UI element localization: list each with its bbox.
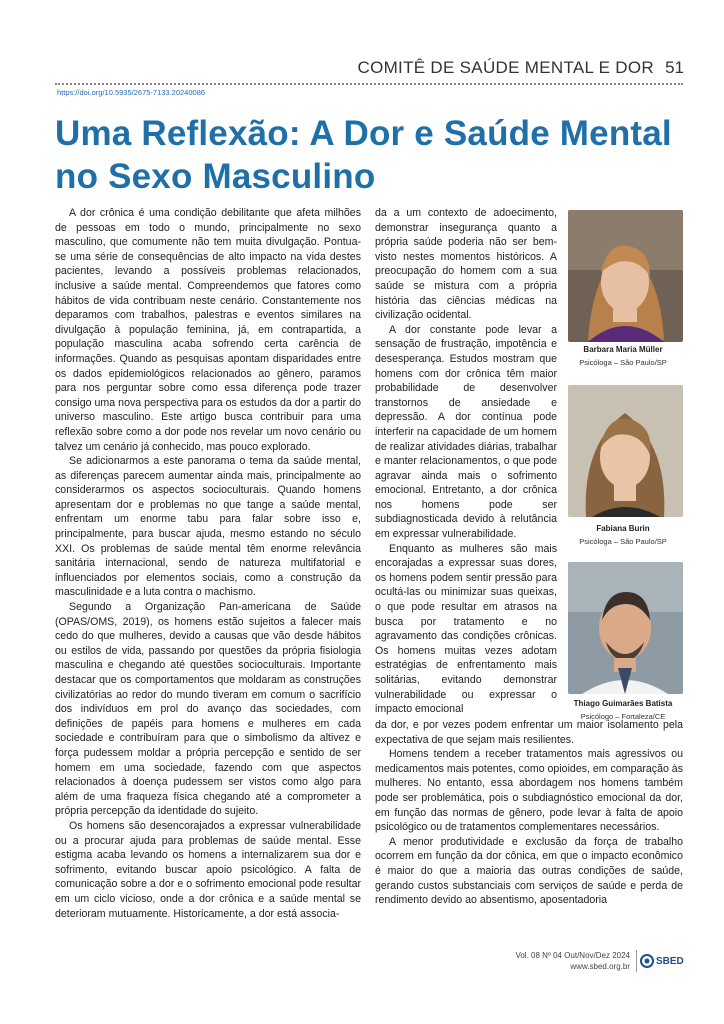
paragraph: Enquanto as mulheres são mais encorajadas a expressar suas dores, os homens podem sentir pressão para ocultá-las ou minimizar suas queixas, o que pode resultar em atrasos na busca por tratamento e no agravamento das condições crônicas. Os homens muitas vezes adotam estratégias de enfrentamento mais solitárias, evitando demonstrar vulnerabilidade ou expressar o impacto emocional: [375, 542, 557, 716]
paragraph: Segundo a Organização Pan-americana de Saúde (OPAS/OMS, 2019), os homens estão sujeitos a falecer mais cedo do que mulheres, devido a causas que vão desde hábitos ou estilos de vida, passando por questões da própria fisiologia masculina e chegando até questões socioculturais. Importante destacar que os comportamentos que moldaram as construções civilizatórias ao redor do mundo tiveram em comum o sacrifício dos indivíduos em prol do avanço das sociedades, com definições de papéis para homens e mulheres em cada sociedade e contribuíram para que o simbolismo da altivez e força pudessem moldar a própria percepção e sentido de ser homem em uma sociedade, fazendo com que aspectos relacionados à doença pudessem ser vistos como algo para além de uma fraqueza física chegando até a comprometer a própria percepção da identidade do sujeito.: [55, 601, 361, 818]
paragraph: A dor crônica é uma condição debilitante que afeta milhões de pessoas em todo o mundo, principalmente no sexo masculino, que comumente não tem muita divulgação. Pontua-se uma série de consequências de alto impacto na vida destes pacientes, levando a possíveis problemas relacionados, inclusive a saúde mental. Compreendemos que fatores como hábitos de vida contribuam neste cenário. Constantemente nos deparamos com trabalhos, palestras e eventos similares na divulgação à população feminina, já, em contrapartida, a população masculina acaba sofrendo certa carência de informações. Quando as pesquisas apontam disparidades entre os dados epidemiológicos relacionados ao gênero, paramos para nos perguntar sobre como essa diferença pode trazer consigo uma nova perspectiva para os estudos da dor a partir do universo masculino. Este artigo busca contribuir para uma reflexão sobre como a dor pode nos revelar um novo cenário ou talvez um cenário já conhecido, mas pouco explorado.: [55, 207, 361, 453]
paragraph: Se adicionarmos a este panorama o tema da saúde mental, as diferenças parecem aumentar ainda mais, principalmente ao considerarmos os aspectos socioculturais. Quando homens apresentam dor e problemas no que tange a saúde mental, enfrentam um enorme tabu para falar sobre isso e, principalmente, para buscar ajuda, mesmo estando no século XXI. Os problemas de saúde mental têm enorme relevância sanitária internacional, sendo de natureza multifatorial e influenciados por elementos sociais, como a construção da masculinidade e a luta contra o machismo.: [55, 455, 361, 599]
author-name: Barbara Maria Müller: [583, 345, 663, 354]
author-photo: [568, 562, 683, 694]
author-name: Fabiana Burin: [596, 524, 650, 533]
logo-text: SBED: [656, 955, 684, 967]
footer-divider: [636, 950, 637, 972]
paragraph: Os homens são desencorajados a expressar vulnerabilidade ou a procurar ajuda para problemas de saúde mental. Esse estigma acaba levando os homens a internalizarem sua dor e sofrimento, evitando buscar apoio psicológico. A falta de comunicação sobre a dor e o sofrimento emocional pode resultar em um ciclo vicioso, onde a dor crônica e a saúde mental se deterioram mutuamente. Historicamente, a dor está associa-: [55, 819, 361, 920]
author-role: Psicóloga – São Paulo/SP: [579, 537, 667, 546]
body-column-middle: [375, 206, 557, 717]
paragraph: A menor produtividade e exclusão da força de trabalho ocorrem em função da dor cônica, em que o impacto econômico é maior do que a maioria das outras condições de saúde, gerando custos substanciais com serviços de saúde e perda de rendimento devido ao absentismo, aposentadoria: [375, 835, 683, 907]
author-photo: [568, 210, 683, 342]
paragraph: Homens tendem a receber tratamentos mais agressivos ou medicamentos mais potentes, como opioides, em comparação às mulheres. No entanto, essa abordagem nos homens também pode ser problemática, pois o subdiagnóstico emocional da dor, em função das normas de gênero, pode levar à falta de apoio psicológico ou de tratamentos complementares necessários.: [375, 748, 683, 834]
doi-link[interactable]: https://doi.org/10.5935/2675-7133.20240086: [57, 88, 206, 97]
section-title: COMITÊ DE SAÚDE MENTAL E DOR: [357, 58, 654, 77]
body-column-wide: [375, 718, 683, 908]
sbed-logo: [640, 950, 686, 972]
sbed-logo-icon: [640, 954, 654, 968]
body-column-left: [55, 206, 361, 921]
author-role: Psicóloga – São Paulo/SP: [579, 358, 667, 367]
author-photo: [568, 385, 683, 517]
issue-info: Vol. 08 Nº 04 Out/Nov/Dez 2024: [515, 951, 630, 960]
paragraph: A dor constante pode levar a sensação de frustração, impotência e desesperança. Estudos mostram que homens com dor crônica têm maior probabilidade de desenvolver transtornos de ansiedade e depressão. A dor contínua pode interferir na capacidade de um homem de realizar atividades diárias, trabalhar e manter relacionamentos, o que pode agravar ainda mais o sofrimento emocional. Entretanto, a dor crônica nos homens pode ser subdiagnosticada devido à relutância em expressar vulnerabilidade.: [375, 323, 557, 541]
header-divider: [55, 83, 683, 85]
website-url: www.sbed.org.br: [570, 962, 630, 971]
author-role: Psicólogo – Fortaleza/CE: [580, 712, 666, 721]
author-name: Thiago Guimarães Batista: [573, 699, 673, 708]
page-number: 51: [665, 58, 684, 77]
paragraph: da a um contexto de adoecimento, demonstrar insegurança quanto a própria saúde poderia não ser bem-visto nestes momentos históricos. A preocupação do homem com a sua saúde se mistura com a própria história das ciências médicas na civilização ocidental.: [375, 207, 557, 322]
article-title: Uma Reflexão: A Dor e Saúde Mental no Sexo Masculino: [55, 114, 672, 196]
paragraph: da dor, e por vezes podem enfrentar um maior isolamento pela expectativa de que sejam mais resilientes.: [375, 719, 683, 746]
